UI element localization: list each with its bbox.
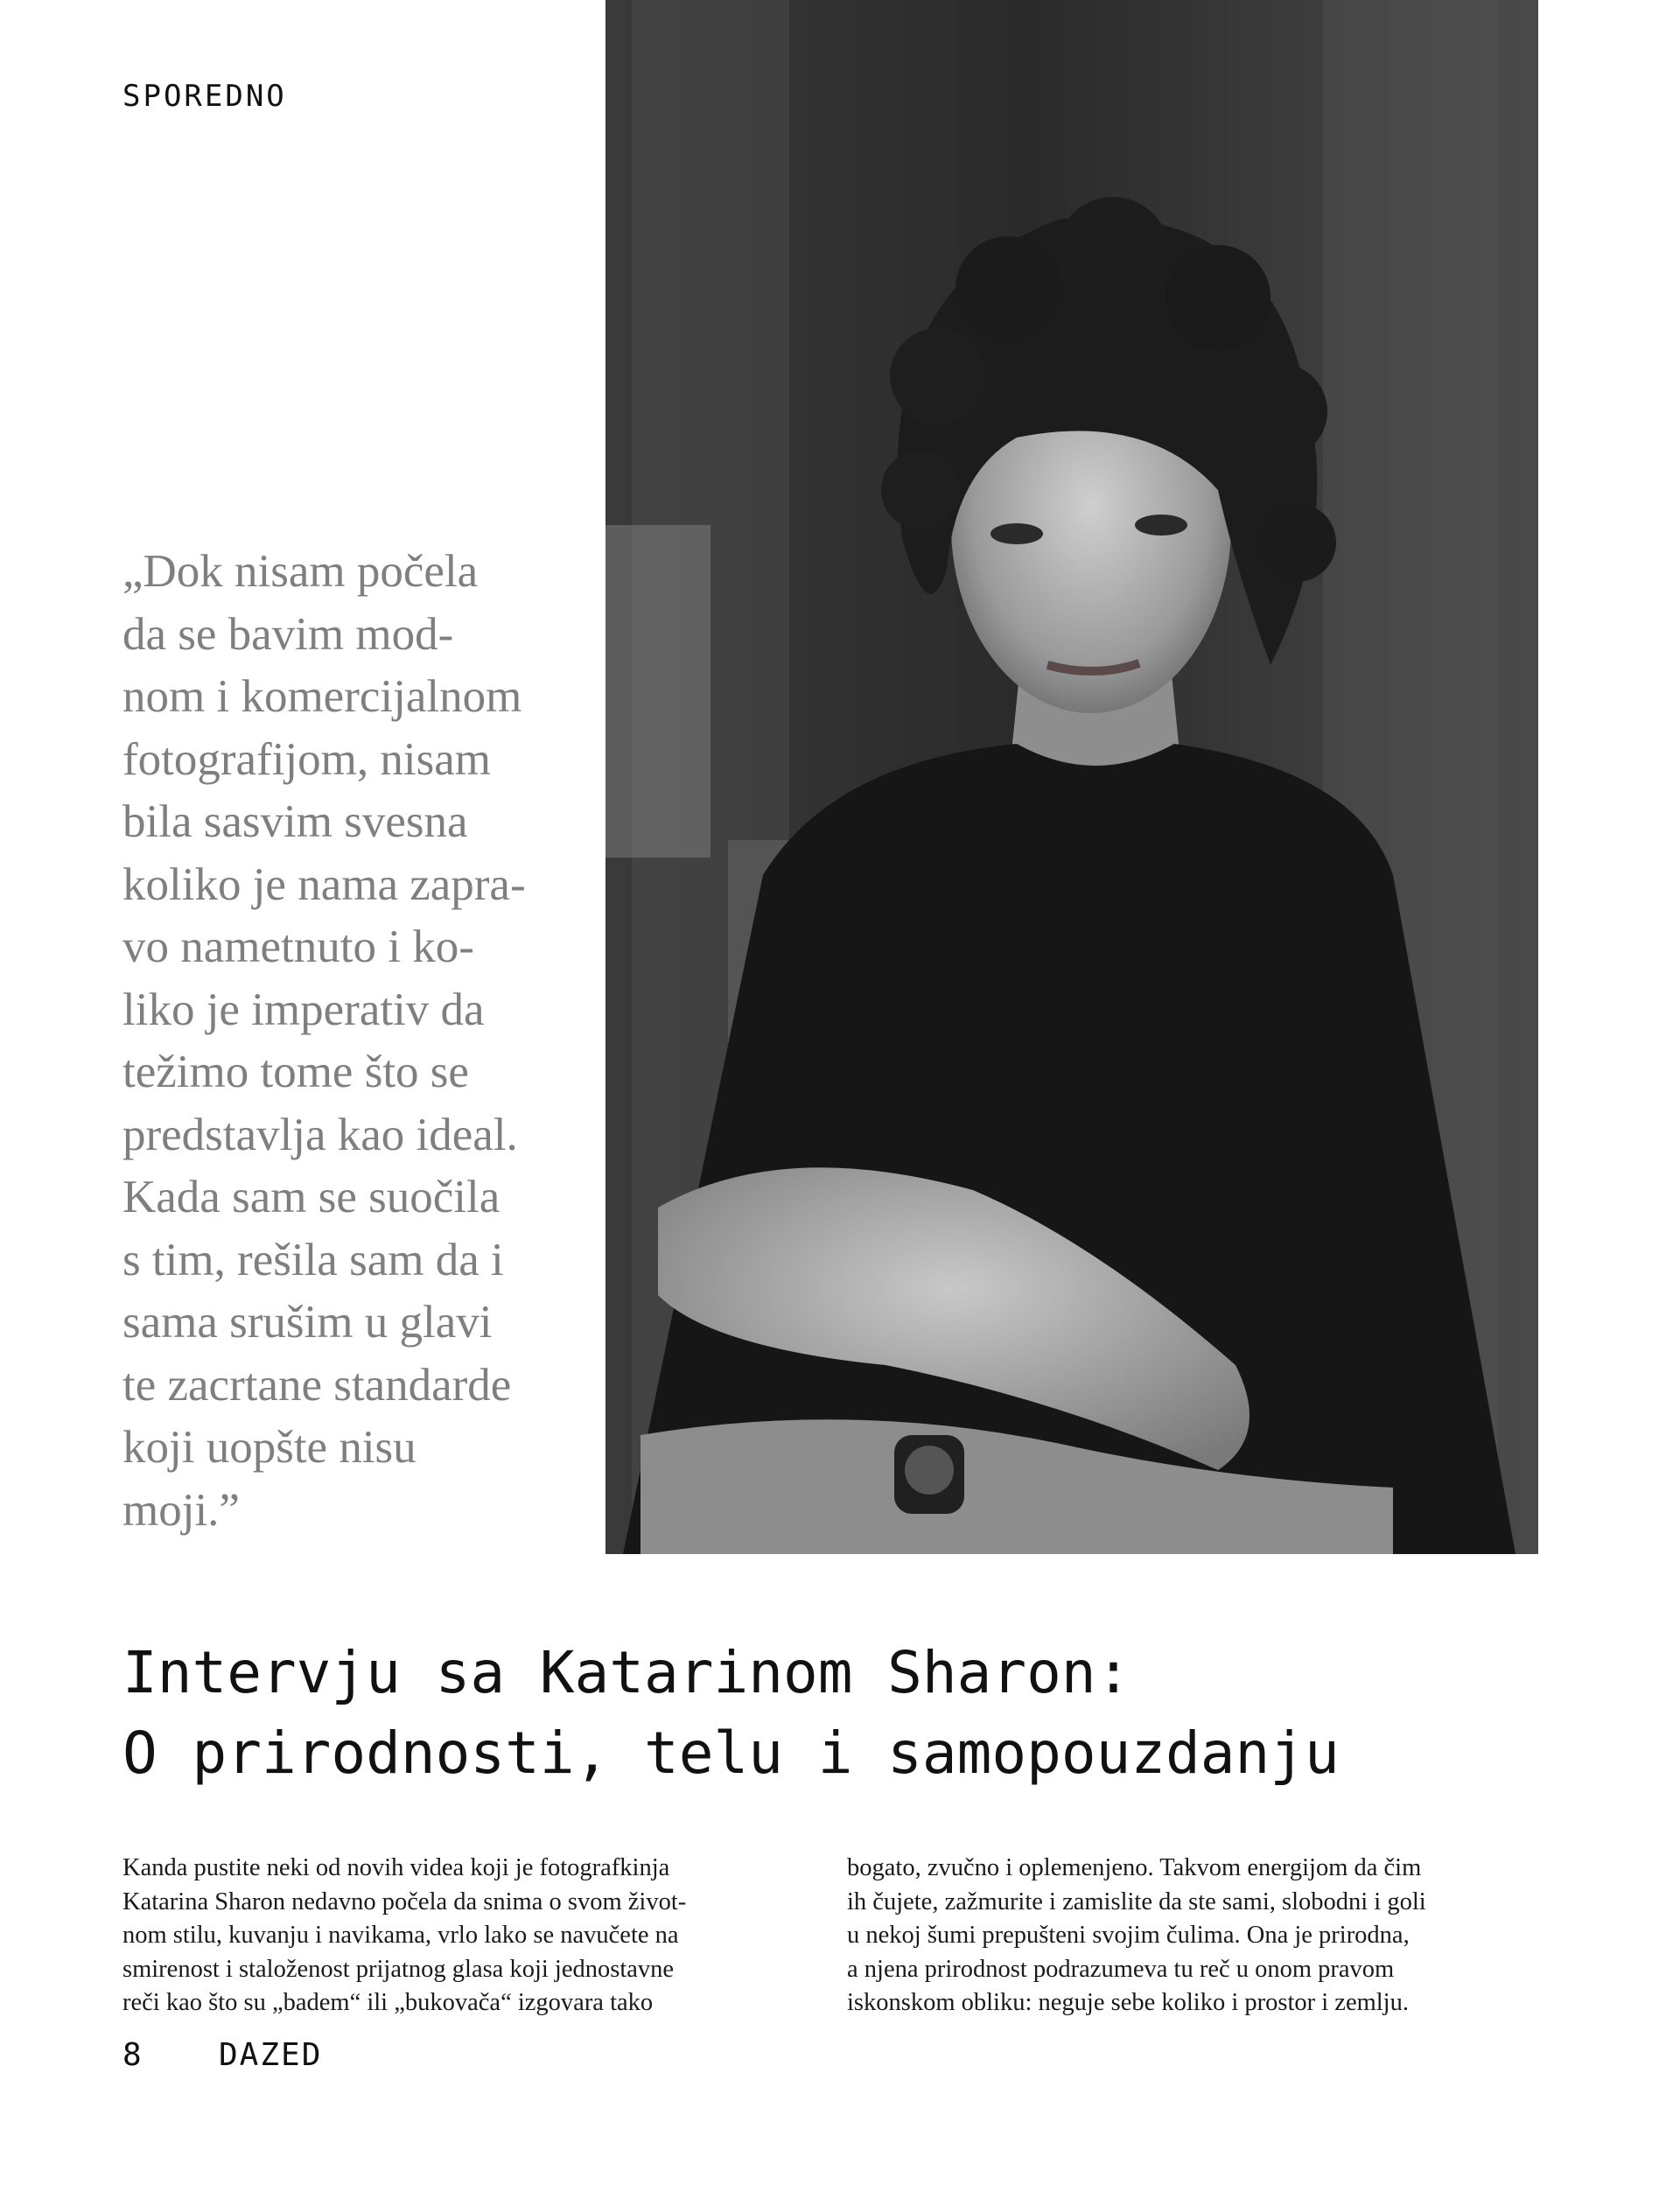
pull-quote-line: sama srušim u glavi (122, 1297, 493, 1348)
body-line: reči kao što su „badem“ ili „bukovača“ izgovara tako (122, 1989, 654, 2016)
pull-quote-line: da se bavim mod- (122, 608, 454, 660)
portrait-photo (606, 0, 1538, 1554)
pull-quote-line: s tim, rešila sam da i (122, 1234, 504, 1285)
body-line: ih čujete, zažmurite i zamislite da ste sami, slobodni i goli (847, 1887, 1426, 1915)
pull-quote-line: vo nametnuto i ko- (122, 921, 474, 972)
body-line: nom stilu, kuvanju i navikama, vrlo lako se navučete na (122, 1922, 679, 1949)
pull-quote-line: moji.” (122, 1484, 240, 1536)
body-line: smirenost i staloženost prijatnog glasa koji jednostavne (122, 1955, 675, 1983)
body-line: iskonskom obliku: neguje sebe koliko i prostor i zemlju. (847, 1989, 1409, 2016)
pull-quote-line: nom i komercijalnom (122, 671, 522, 722)
headline-line-1: Intervju sa Katarinom Sharon: (122, 1639, 1131, 1706)
pull-quote (122, 541, 578, 1542)
body-line: Katarina Sharon nedavno počela da snima o svom život- (122, 1887, 687, 1915)
page-number: 8 (122, 2037, 142, 2073)
body-line: bogato, zvučno i oplemenjeno. Takvom energijom da čim (847, 1854, 1422, 1881)
pull-quote-line: koliko je nama zapra- (122, 858, 526, 910)
headline-line-2: O prirodnosti, telu i samopouzdanju (122, 1719, 1340, 1787)
pull-quote-line: težimo tome što se (122, 1047, 469, 1097)
body-line: u nekoj šumi prepušteni svojim čulima. Ona je prirodna, (847, 1922, 1410, 1949)
pull-quote-line: fotografijom, nisam (122, 733, 491, 785)
body-line: Kanda pustite neki od novih videa koji je fotografkinja (122, 1854, 670, 1881)
portrait-image (606, 0, 1538, 1554)
article-headline (122, 1633, 1610, 1794)
body-column-left (122, 1852, 807, 2020)
pull-quote-line: predstavlja kao ideal. (122, 1109, 518, 1160)
pull-quote-line: bila sasvim svesna (122, 796, 468, 847)
body-column-right (847, 1852, 1531, 2020)
section-label: SPOREDNO (122, 79, 287, 114)
pull-quote-line: Kada sam se suočila (122, 1172, 500, 1222)
magazine-name: DAZED (219, 2037, 323, 2073)
pull-quote-line: liko je imperativ da (122, 984, 485, 1035)
pull-quote-line: „Dok nisam počela (122, 546, 479, 597)
pull-quote-line: koji uopšte nisu (122, 1422, 416, 1473)
pull-quote-line: te zacrtane standarde (122, 1359, 512, 1411)
body-line: a njena prirodnost podrazumeva tu reč u onom pravom (847, 1955, 1395, 1983)
